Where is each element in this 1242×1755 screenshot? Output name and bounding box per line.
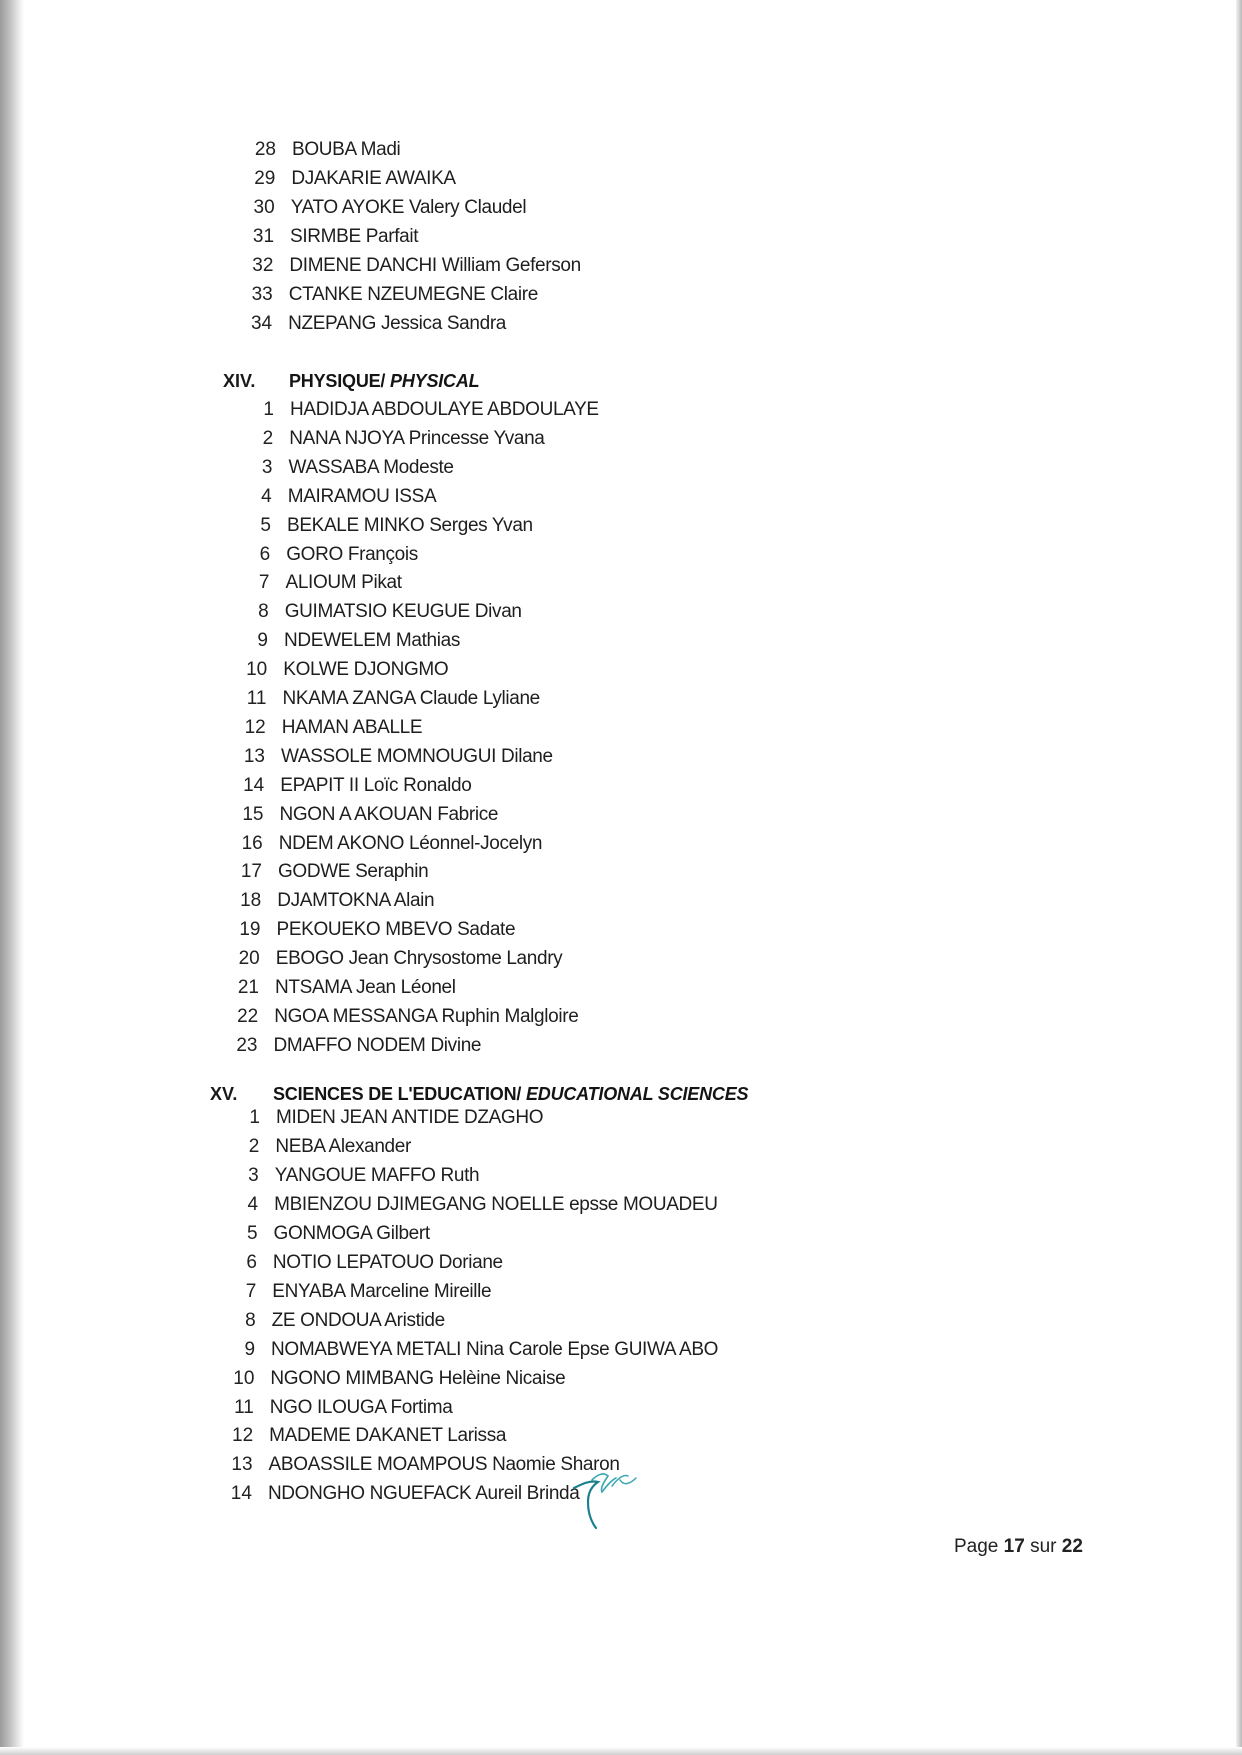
list-item-number: 7 bbox=[258, 572, 270, 594]
list-item-number: 11 bbox=[246, 688, 267, 709]
list-item-number: 14 bbox=[230, 1483, 252, 1505]
list-item-name: SIRMBE Parfait bbox=[290, 226, 419, 247]
list-item-name: HAMAN ABALLE bbox=[281, 716, 423, 738]
list-item-name: NOTIO LEPATOUO Doriane bbox=[272, 1251, 503, 1273]
list-item-name: CTANKE NZEUMEGNE Claire bbox=[288, 284, 538, 305]
list-item-name: NTSAMA Jean Léonel bbox=[275, 977, 456, 998]
list-item-name: GONMOGA Gilbert bbox=[273, 1222, 430, 1244]
section-title-english: EDUCATIONAL SCIENCES bbox=[525, 1084, 749, 1104]
list-item-name: NDEWELEM Mathias bbox=[284, 630, 460, 652]
list-item-number: 29 bbox=[254, 168, 276, 189]
list-item-name: NANA NJOYA Princesse Yvana bbox=[289, 427, 545, 449]
list-item-number: 8 bbox=[245, 1309, 256, 1331]
list-item-number: 6 bbox=[246, 1251, 257, 1273]
section-numeral: XV. bbox=[210, 1084, 238, 1104]
list-item-name: DIMENE DANCHI William Geferson bbox=[289, 255, 581, 276]
list-item-number: 33 bbox=[251, 284, 273, 305]
list-item-name: ABOASSILE MOAMPOUS Naomie Sharon bbox=[268, 1454, 620, 1476]
list-item-number: 13 bbox=[243, 745, 265, 767]
list-item-name: NGO ILOUGA Fortima bbox=[269, 1396, 453, 1418]
list-item-name: BOUBA Madi bbox=[292, 139, 401, 160]
list-item-number: 16 bbox=[241, 832, 263, 854]
section-numeral: XIV. bbox=[223, 371, 256, 391]
list-item-name: BEKALE MINKO Serges Yvan bbox=[287, 514, 533, 536]
list-item-name: MAIRAMOU ISSA bbox=[287, 485, 437, 507]
list-item-number: 3 bbox=[261, 456, 273, 478]
handwritten-initials-signature bbox=[568, 1466, 640, 1532]
list-item-number: 34 bbox=[250, 313, 273, 334]
section-title-french: SCIENCES DE L'EDUCATION/ bbox=[273, 1084, 526, 1104]
list-item-name: NGONO MIMBANG Helèine Nicaise bbox=[270, 1367, 566, 1389]
list-item-number: 8 bbox=[258, 601, 269, 623]
list-item-number: 4 bbox=[247, 1193, 259, 1215]
list-item-number: 3 bbox=[248, 1164, 259, 1186]
list-item-name: NDONGHO NGUEFACK Aureil Brinda bbox=[267, 1483, 580, 1505]
list-item-name: WASSABA Modeste bbox=[288, 456, 454, 478]
list-item-name: DJAKARIE AWAIKA bbox=[291, 168, 456, 189]
list-item-number: 30 bbox=[253, 197, 275, 218]
list-item-name: YATO AYOKE Valery Claudel bbox=[290, 197, 527, 218]
list-item-name: NGON A AKOUAN Fabrice bbox=[279, 803, 499, 825]
list-item-name: MIDEN JEAN ANTIDE DZAGHO bbox=[276, 1107, 544, 1128]
list-item-name: EBOGO Jean Chrysostome Landry bbox=[275, 948, 563, 970]
list-item-name: NOMABWEYA METALI Nina Carole Epse GUIWA ABO bbox=[271, 1338, 719, 1360]
list-item-number: 22 bbox=[237, 1005, 259, 1027]
list-item-name: HADIDJA ABDOULAYE ABDOULAYE bbox=[290, 399, 599, 420]
list-item-name: GODWE Seraphin bbox=[278, 861, 429, 883]
section-title bbox=[273, 1081, 748, 1107]
section-title bbox=[289, 368, 479, 394]
list-item-number: 31 bbox=[252, 226, 275, 247]
list-item-name: NDEM AKONO Léonnel-Jocelyn bbox=[278, 832, 543, 854]
list-item-number: 2 bbox=[248, 1135, 260, 1157]
list-item-name: ALIOUM Pikat bbox=[285, 572, 402, 594]
list-item-name: YANGOUE MAFFO Ruth bbox=[274, 1164, 480, 1186]
list-item-number: 9 bbox=[257, 630, 268, 652]
list-item-number: 15 bbox=[242, 803, 264, 825]
list-item-name: PEKOUEKO MBEVO Sadate bbox=[276, 919, 516, 941]
list-item-number: 18 bbox=[240, 890, 262, 912]
list-item-name: DMAFFO NODEM Divine bbox=[273, 1034, 482, 1056]
list-item-name: MBIENZOU DJIMEGANG NOELLE epsse MOUADEU bbox=[274, 1193, 718, 1215]
list-item-number: 5 bbox=[260, 514, 271, 536]
list-item-name: ZE ONDOUA Aristide bbox=[271, 1309, 445, 1331]
list-item-number: 1 bbox=[249, 1107, 260, 1128]
list-item-name: KOLWE DJONGMO bbox=[283, 659, 449, 681]
list-item-number: 6 bbox=[259, 543, 271, 565]
list-item-number: 10 bbox=[246, 659, 268, 681]
list-item-name: NEBA Alexander bbox=[275, 1135, 411, 1157]
footer-separator: sur bbox=[1030, 1536, 1057, 1557]
list-item-number: 13 bbox=[231, 1454, 253, 1476]
list-item-name: GUIMATSIO KEUGUE Divan bbox=[284, 601, 522, 623]
list-item-number: 7 bbox=[245, 1280, 257, 1302]
footer-page-total: 22 bbox=[1061, 1536, 1083, 1557]
section-title-english: PHYSICAL bbox=[390, 371, 480, 391]
page-number-footer bbox=[954, 1536, 1083, 1558]
list-item-number: 9 bbox=[244, 1338, 256, 1360]
list-item-number: 20 bbox=[238, 948, 260, 970]
list-item-name: ENYABA Marceline Mireille bbox=[272, 1280, 492, 1302]
list-item-name: NZEPANG Jessica Sandra bbox=[288, 313, 507, 334]
list-item-number: 2 bbox=[262, 427, 274, 449]
list-item-number: 23 bbox=[236, 1034, 258, 1056]
section-title-french: PHYSIQUE/ bbox=[289, 371, 391, 391]
list-item-number: 4 bbox=[261, 485, 272, 507]
list-item-number: 12 bbox=[244, 716, 266, 738]
list-item-name: NGOA MESSANGA Ruphin Malgloire bbox=[274, 1005, 579, 1027]
list-item-number: 17 bbox=[240, 861, 262, 883]
footer-page-current: 17 bbox=[1003, 1536, 1025, 1557]
footer-prefix: Page bbox=[954, 1536, 999, 1557]
list-item-number: 14 bbox=[243, 774, 265, 796]
list-item-name: MADEME DAKANET Larissa bbox=[269, 1425, 507, 1447]
list-item-name: EPAPIT II Loïc Ronaldo bbox=[280, 774, 472, 796]
list-item-number: 12 bbox=[232, 1425, 254, 1447]
list-item-number: 1 bbox=[263, 399, 274, 420]
list-item-number: 10 bbox=[233, 1367, 255, 1389]
list-item-name: GORO François bbox=[286, 543, 418, 565]
list-item-name: WASSOLE MOMNOUGUI Dilane bbox=[281, 745, 553, 767]
list-item-number: 11 bbox=[234, 1396, 254, 1418]
list-item-number: 32 bbox=[252, 255, 274, 276]
list-item-number: 21 bbox=[237, 977, 259, 998]
list-item-number: 28 bbox=[254, 139, 276, 160]
list-item-name: NKAMA ZANGA Claude Lyliane bbox=[282, 688, 540, 709]
list-item-number: 5 bbox=[246, 1222, 258, 1244]
list-item-name: DJAMTOKNA Alain bbox=[277, 890, 435, 912]
list-item-number: 19 bbox=[239, 919, 261, 941]
